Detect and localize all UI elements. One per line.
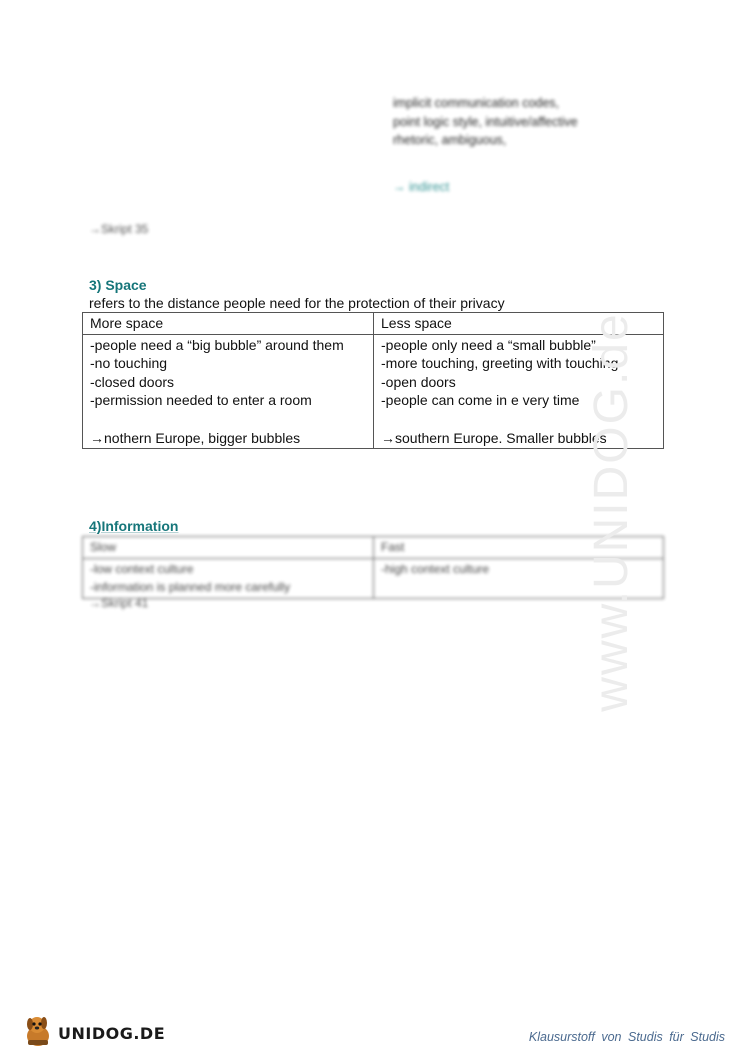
space-description: refers to the distance people need for the protection of their privacy: [89, 295, 505, 311]
skript-reference-1: →Skript 35: [89, 222, 149, 236]
space-body-left: [83, 334, 374, 449]
list-item: -people only need a “small bubble”: [381, 336, 596, 353]
top-table-line: point logic style, intuitive/affective: [393, 114, 578, 129]
information-table: [82, 536, 664, 599]
information-header-right: Fast: [374, 537, 664, 559]
list-item: -people need a “big bubble” around them: [90, 336, 344, 353]
top-table: [82, 89, 664, 201]
information-header-left: Slow: [83, 537, 374, 559]
top-table-line: implicit communication codes,: [393, 96, 560, 110]
space-conclusion-right: →southern Europe. Smaller bubbles: [381, 429, 607, 446]
space-conclusion-left: →nothern Europe, bigger bubbles: [90, 429, 301, 446]
list-item: -people can come in e very time: [381, 392, 580, 409]
list-item: -no touching: [90, 355, 168, 372]
top-table-right-cell: [386, 89, 664, 201]
information-body-left: [83, 558, 374, 598]
list-item: -more touching, greeting with touching: [381, 355, 619, 372]
section-heading-space: 3) Space: [89, 277, 147, 293]
dog-mascot-icon: [22, 1014, 54, 1053]
top-table-arrow: → indirect: [393, 179, 450, 194]
list-item: -open doors: [381, 373, 456, 390]
unidog-logo[interactable]: [22, 1015, 165, 1051]
list-item: -permission needed to enter a room: [90, 392, 312, 409]
section-heading-information: 4)Information: [89, 518, 179, 534]
list-item: -high context culture: [381, 561, 490, 576]
list-item: -closed doors: [90, 373, 175, 390]
skript-reference-2: →Skript 41: [89, 596, 149, 610]
space-table: [82, 312, 664, 449]
footer-tagline: Klausurstoff von Studis für Studis: [528, 1030, 725, 1044]
top-table-line: rhetoric, ambiguous,: [393, 133, 507, 147]
list-item: -information is planned more carefully: [90, 580, 291, 595]
top-table-left-cell: [82, 89, 386, 201]
watermark: www.UNIDOG.de: [585, 312, 638, 712]
list-item: -low context culture: [90, 561, 194, 576]
space-header-right: Less space: [374, 313, 664, 335]
space-header-left: More space: [83, 313, 374, 335]
logo-text: UNIDOG.DE: [58, 1023, 166, 1043]
